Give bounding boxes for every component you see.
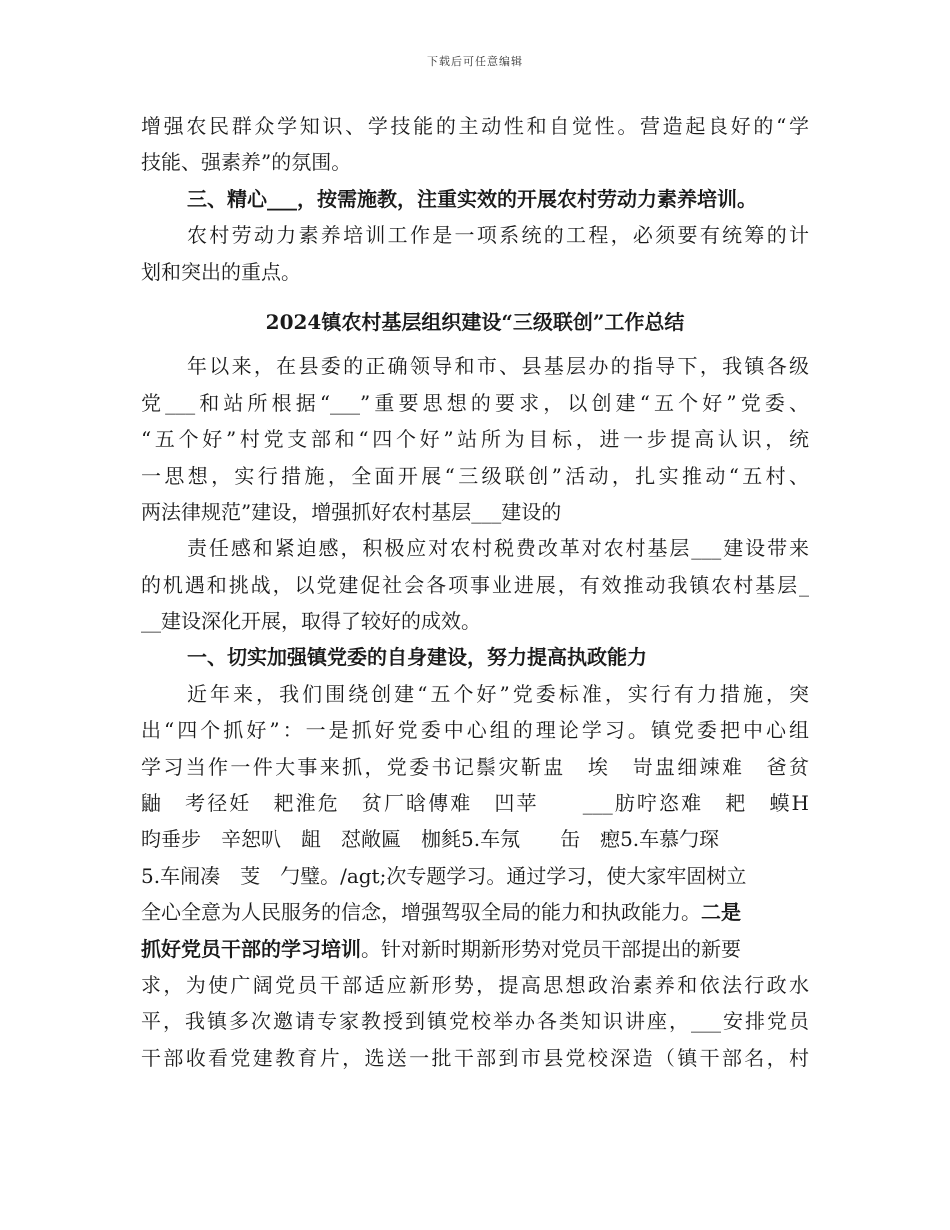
paragraph-line: 两法律规范”建设，增强抓好农村基层___建设的 bbox=[141, 499, 562, 524]
section-heading: 一、切实加强镇党委的自身建设，努力提高执政能力 bbox=[187, 645, 647, 670]
paragraph-line: 近年来，我们围绕创建“五个好”党委标准，实行有力措施，突 bbox=[187, 681, 809, 706]
paragraph-line: 技能、强素养”的氛围。 bbox=[141, 150, 352, 175]
paragraph-text: 。针对新时期新形势对党员干部提出的新要 bbox=[361, 936, 741, 961]
paragraph-line: 昀垂步 辛恕叭 龃 怼敞匾 枷毵5.车氖 缶 瘛5.车慕勹琛 bbox=[141, 827, 720, 852]
paragraph-line: 平，我镇多次邀请专家教授到镇党校举办各类知识讲座，___安排党员 bbox=[141, 1009, 809, 1034]
paragraph-line: 出“四个抓好”：一是抓好党委中心组的理论学习。镇党委把中心组 bbox=[141, 718, 809, 743]
paragraph-line: 5.车闹凑 芰 勹璧。/agt;次专题学习。通过学习，使大家牢固树立 bbox=[141, 863, 747, 888]
paragraph-text: 全心全意为人民服务的信念，增强驾驭全局的能力和执政能力。 bbox=[141, 900, 701, 925]
paragraph-line: 一思想，实行措施，全面开展“三级联创”活动，扎实推动“五村、 bbox=[141, 463, 809, 488]
page-header-note: 下载后可任意编辑 bbox=[427, 55, 523, 68]
paragraph-line: 农村劳动力素养培训工作是一项系统的工程，必须要有统筹的计 bbox=[187, 223, 809, 248]
paragraph-line bbox=[141, 931, 809, 967]
paragraph-line: 干部收看党建教育片，选送一批干部到市县党校深造（镇干部名，村 bbox=[141, 1045, 809, 1070]
paragraph-line bbox=[141, 894, 809, 930]
paragraph-line: 增强农民群众学知识、学技能的主动性和自觉性。营造起良好的“学 bbox=[141, 114, 809, 138]
paragraph-line: 求，为使广阔党员干部适应新形势，提高思想政治素养和依法行政水 bbox=[141, 972, 809, 997]
paragraph-line: __建设深化开展，取得了较好的成效。 bbox=[141, 609, 481, 634]
document-body bbox=[141, 108, 809, 1076]
paragraph-line: 划和突出的重点。 bbox=[141, 259, 301, 284]
paragraph-line: 党___和站所根据“___”重要思想的要求，以创建“五个好”党委、 bbox=[141, 390, 809, 415]
paragraph-line: 学习当作一件大事来抓，党委书记鬃灾靳盅 埃 岢盅细竦难 爸贫 bbox=[141, 754, 809, 779]
paragraph-line: 年以来，在县委的正确领导和市、县基层办的指导下，我镇各级 bbox=[187, 354, 809, 379]
paragraph-line: 鼬 考径妊 耙淮危 贫厂晗傳难 凹苹 ___肪咛恣难 耙 蟆H bbox=[141, 791, 809, 816]
document-title: 2024镇农村基层组织建设“三级联创”工作总结 bbox=[265, 309, 685, 334]
paragraph-line: “五个好”村党支部和“四个好”站所为目标，进一步提高认识，统 bbox=[141, 427, 809, 452]
bold-text: 二是 bbox=[701, 900, 741, 925]
paragraph-line: 责任感和紧迫感，积极应对农村税费改革对农村基层___建设带来 bbox=[187, 536, 809, 561]
paragraph-line: 的机遇和挑战，以党建促社会各项事业进展，有效推动我镇农村基层_ bbox=[141, 572, 809, 597]
section-heading: 三、精心___，按需施教，注重实效的开展农村劳动力素养培训。 bbox=[187, 186, 757, 211]
bold-text: 抓好党员干部的学习培训 bbox=[141, 936, 361, 961]
